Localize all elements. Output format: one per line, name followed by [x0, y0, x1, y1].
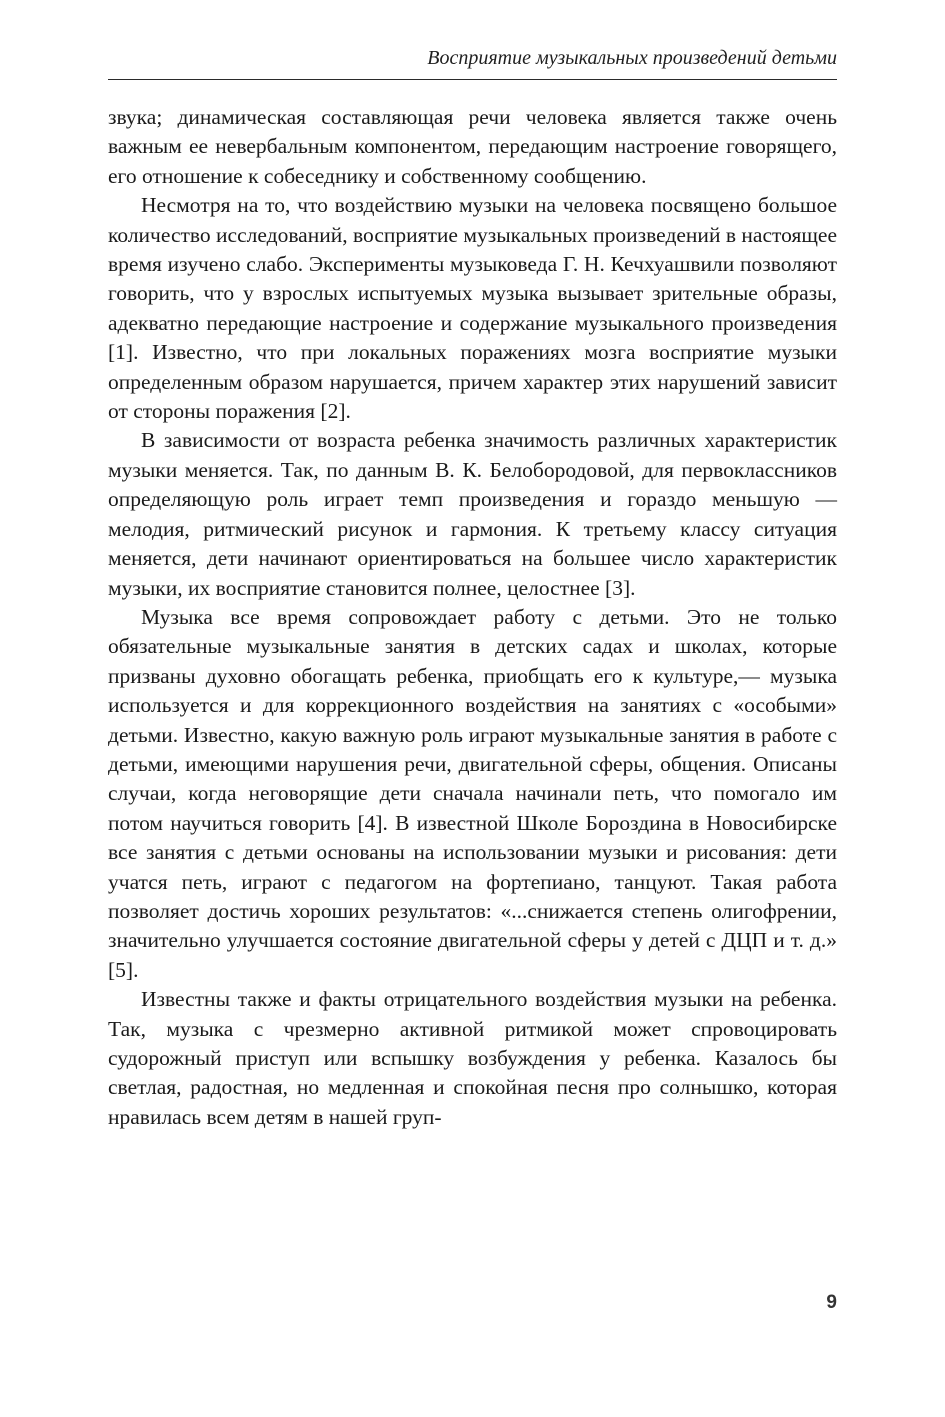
- paragraph: звука; динамическая составляющая речи человека является также очень важным ее невербальным компонентом, передающим настроение говорящего, его отношение к собеседнику и собственному сообщению.: [108, 105, 837, 188]
- body-text: [108, 103, 837, 1132]
- paragraph: Несмотря на то, что воздействию музыки на человека посвящено большое количество исследований, восприятие музыкальных произведений в настоящее время изучено слабо. Эксперименты музыковеда Г. Н. Кечхуашвили позволяют говорить, что у взрослых испытуемых музыка вызывает зрительные образы, адекватно передающие настроение и содержание музыкального произведения [1]. Известно, что при локальных поражениях мозга восприятие музыки определенным образом нарушается, причем характер этих нарушений зависит от стороны поражения [2].: [108, 193, 837, 424]
- paragraph: Известны также и факты отрицательного воздействия музыки на ребенка. Так, музыка с чрезмерно активной ритмикой может спровоцировать судорожный приступ или вспышку возбуждения у ребенка. Казалось бы светлая, радостная, но медленная и спокойная песня про солнышко, которая нравилась всем детям в нашей груп-: [108, 987, 837, 1129]
- paragraph: В зависимости от возраста ребенка значимость различных характеристик музыки меняется. Так, по данным В. К. Белобородовой, для первоклассников определяющую роль играет темп произведения и гораздо меньшую — мелодия, ритмический рисунок и гармония. К третьему классу ситуация меняется, дети начинают ориентироваться на большее число характеристик музыки, их восприятие становится полнее, целостнее [3].: [108, 428, 837, 600]
- running-header: Восприятие музыкальных произведений детьми: [427, 47, 837, 69]
- header-rule: [108, 79, 837, 80]
- page-number: 9: [826, 1292, 837, 1313]
- paragraph: Музыка все время сопровождает работу с детьми. Это не только обязательные музыкальные занятия в детских садах и школах, которые призваны духовно обогащать ребенка, приобщать его к культуре,— музыка используется и для коррекционного воздействия на занятиях с «особыми» детьми. Известно, какую важную роль играют музыкальные занятия в работе с детьми, имеющими нарушения речи, двигательной сферы, общения. Описаны случаи, когда неговорящие дети сначала начинали петь, что помогало им потом научиться говорить [4]. В известной Школе Бороздина в Новосибирске все занятия с детьми основаны на использовании музыки и рисования: дети учатся петь, играют с педагогом на фортепиано, танцуют. Такая работа позволяет достичь хороших результатов: «...снижается степень олигофрении, значительно улучшается состояние двигательной сферы у детей с ДЦП и т. д.» [5].: [108, 604, 837, 982]
